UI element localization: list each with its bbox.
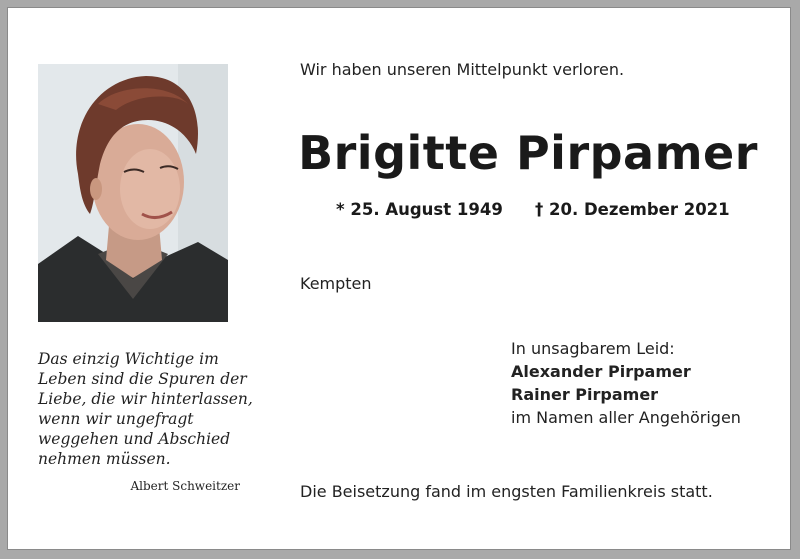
quote-line: Leben sind die Spuren der <box>38 370 247 388</box>
funeral-note: Die Beisetzung fand im engsten Familienkreis statt. <box>300 482 713 501</box>
birth-date: * 25. August 1949 <box>336 200 503 219</box>
quote-line: Liebe, die wir hinterlassen, <box>38 390 253 408</box>
mourner-name: Rainer Pirpamer <box>511 385 659 404</box>
mourner-name: Alexander Pirpamer <box>511 362 691 381</box>
quote-line: nehmen müssen. <box>38 450 171 468</box>
quote-block <box>38 349 253 469</box>
intro-text: Wir haben unseren Mittelpunkt verloren. <box>300 60 625 79</box>
mourners-block <box>511 337 741 429</box>
portrait-illustration <box>38 64 228 322</box>
obituary-card <box>7 7 791 550</box>
death-date: † 20. Dezember 2021 <box>535 200 730 219</box>
place-text: Kempten <box>300 274 372 293</box>
mourners-intro: In unsagbarem Leid: <box>511 339 675 358</box>
quote-line: wenn wir ungefragt <box>38 410 194 428</box>
quote-author: Albert Schweitzer <box>130 479 240 493</box>
quote-line: Das einzig Wichtige im <box>38 350 219 368</box>
deceased-name: Brigitte Pirpamer <box>298 126 758 180</box>
quote-line: weggehen und Abschied <box>38 430 231 448</box>
portrait-photo <box>38 64 228 322</box>
mourners-closing: im Namen aller Angehörigen <box>511 408 741 427</box>
